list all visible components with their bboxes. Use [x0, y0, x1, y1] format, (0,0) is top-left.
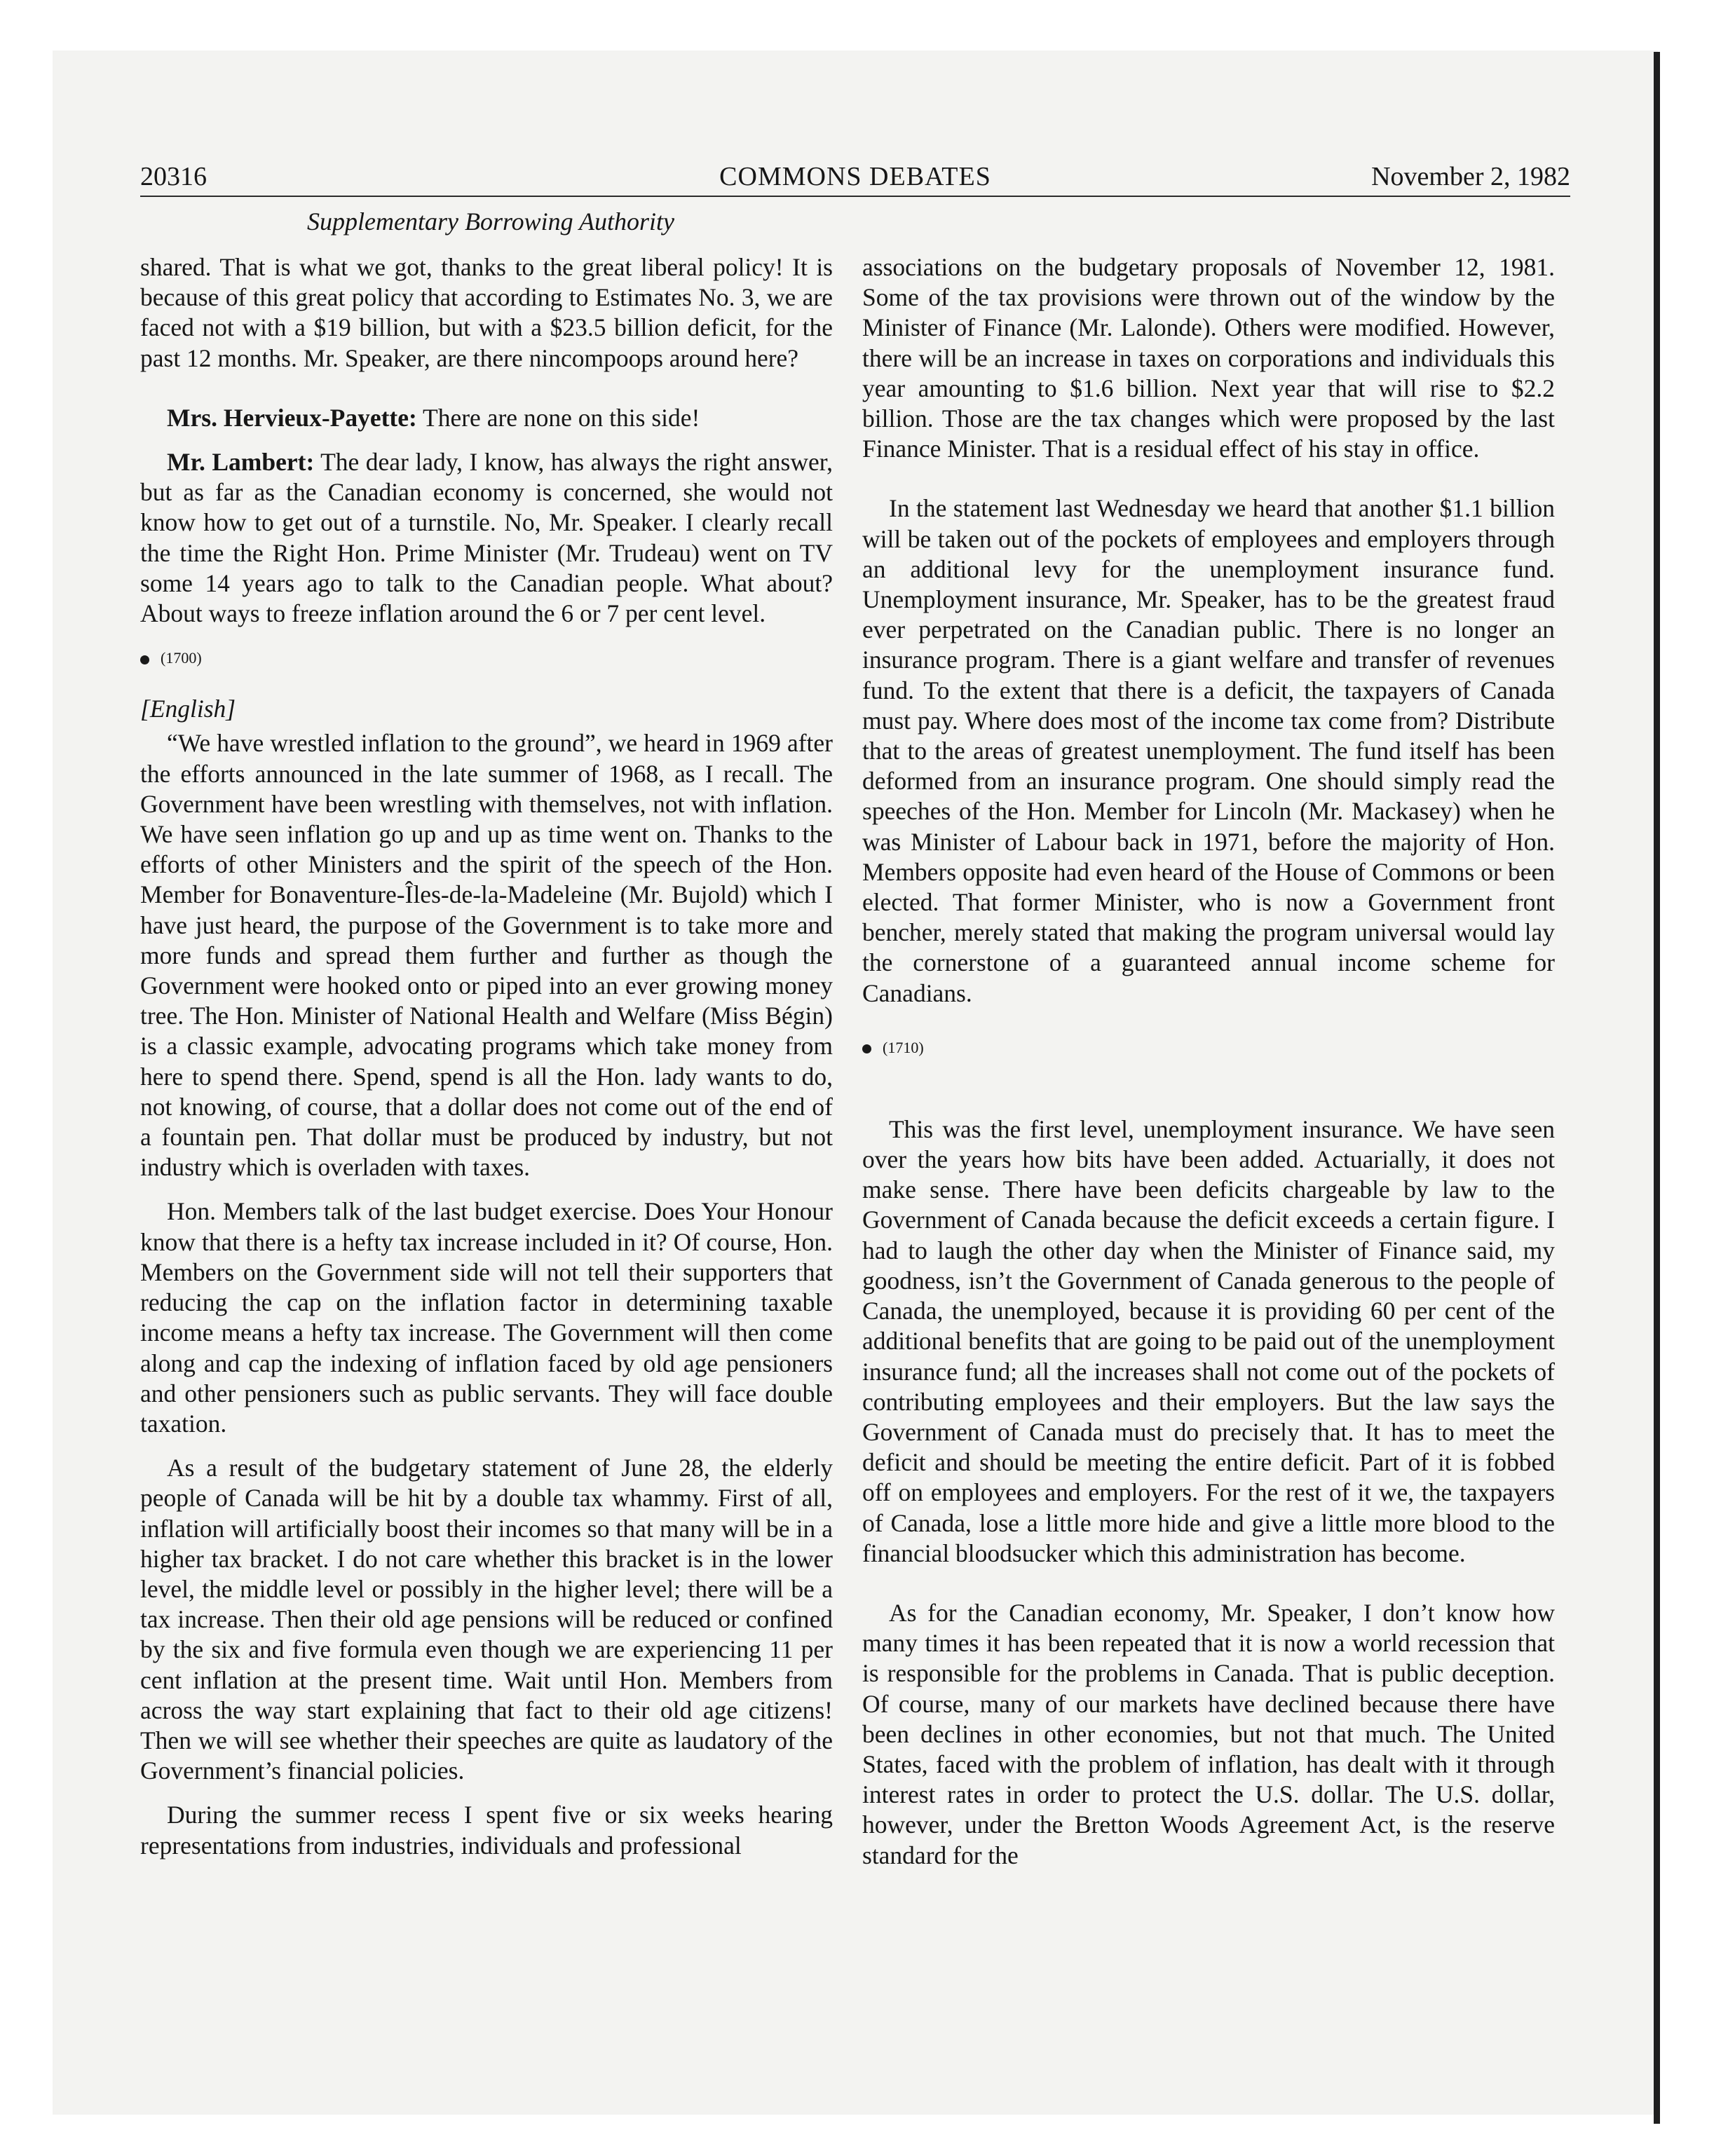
time-marker [140, 643, 833, 673]
header-rule [140, 196, 1570, 197]
speech [140, 403, 833, 433]
bullet-icon [862, 1044, 871, 1053]
paragraph: In the statement last Wednesday we heard that another $1.1 billion will be taken out of the pockets of employees and employers through an additional levy for the unemployment insurance fund. Unemployment insurance, Mr. Speaker, has to be the greatest fraud ever perpetrated on the Canadian public. There is no longer an insurance program. There is a giant welfare and transfer of revenues fund. To the extent that there is a deficit, the taxpayers of Canada must pay. Where does most of the income tax come from? Distribute that to the areas of greatest unemployment. The fund itself has been deformed from an insurance program. One should simply read the speeches of the Hon. Member for Lincoln (Mr. Mackasey) when he was Minister of Labour back in 1971, before the majority of Hon. Members opposite had even heard of the House of Commons or been elected. That former Minister, who is now a Government front bencher, merely stated that making the program universal would lay the cornerstone of a guaranteed annual income scheme for Canadians. [862, 494, 1555, 1007]
paragraph: Hon. Members talk of the last budget exercise. Does Your Honour know that there is a hefty tax increase included in it? Of course, Hon. Members on the Government side will not tell their supporters that reducing the cap on the inflation factor in determining taxable income means a hefty tax increase. The Government will then come along and cap the indexing of inflation faced by old age pensioners and other pensioners such as public servants. They will face double taxation. [140, 1197, 833, 1438]
publication-date: November 2, 1982 [1371, 162, 1570, 191]
publication-title: COMMONS DEBATES [719, 162, 991, 191]
speech [140, 447, 833, 629]
paragraph: associations on the budgetary proposals of November 12, 1981. Some of the tax provisions were thrown out of the window by the Minister of Finance (Mr. Lalonde). Others were modified. However, there will be an increase in taxes on corporations and individuals this year amounting to $1.6 billion. Next year that will rise to $2.2 billion. Those are the tax changes which were proposed by the last Finance Minister. That is a residual effect of his stay in office. [862, 253, 1555, 463]
paragraph: shared. That is what we got, thanks to the great liberal policy! It is because of this great policy that according to Estimates No. 3, we are faced not with a $19 billion, but with a $23.5 billion deficit, for the past 12 months. Mr. Speaker, are there nincompoops around here? [140, 253, 833, 372]
language-marker: [English] [140, 695, 236, 723]
paragraph: This was the first level, unemployment insurance. We have seen over the years how bits have been added. Actuarially, it does not make sense. There have been deficits chargeable by law to the Government of Canada because the deficit exceeds a certain figure. I had to laugh the other day when the Minister of Finance said, my goodness, isn’t the Government of Canada generous to the people of Canada, the unemployed, because it is providing 60 per cent of the additional benefits that are going to be paid out of the unemployment insurance fund; all the increases shall not come out of the pockets of contributing employees and their employers. But the law says the Government of Canada must do precisely that. It has to meet the deficit and should be meeting the entire deficit. Part of it is fobbed off on employees and employers. For the rest of it we, the taxpayers of Canada, lose a little more hide and give a little more blood to the financial bloodsucker which this administration has become. [862, 1114, 1555, 1567]
bullet-icon [140, 655, 149, 664]
paragraph: “We have wrestled inflation to the ground”, we heard in 1969 after the efforts announced in the late summer of 1968, as I recall. The Government have been wrestling with themselves, not with inflation. We have seen inflation go up and up as time went on. Thanks to the efforts of other Ministers and the spirit of the speech of the Hon. Member for Bonaventure-Îles-de-la-Madeleine (Mr. Bujold) which I have just heard, the purpose of the Government is to take more and more funds and spread them further and further as though the Government were hooked onto or piped into an ever growing money tree. The Hon. Minister of National Health and Welfare (Miss Bégin) is a classic example, advocating programs which take money from here to spend there. Spend, spend is all the Hon. lady wants to do, not knowing, of course, that a dollar does not come out of the end of a fountain pen. That dollar must be produced by industry, but not industry which is overladen with taxes. [140, 729, 833, 1182]
page-number: 20316 [140, 162, 207, 191]
speech-text: The dear lady, I know, has always the right answer, but as far as the Canadian economy is concerned, she would not know how to get out of a turnstile. No, Mr. Speaker. I clearly recall the time the Right Hon. Prime Minister (Mr. Trudeau) went on TV some 14 years ago to talk to the Canadian people. What about? About ways to freeze inflation around the 6 or 7 per cent level. [140, 448, 833, 628]
scan-edge-shadow [1654, 52, 1660, 2124]
speech-text: There are none on this side! [416, 403, 700, 432]
running-head: Supplementary Borrowing Authority [307, 207, 674, 236]
time-marker-text: (1700) [161, 649, 202, 667]
left-column [140, 252, 833, 1875]
speaker-name: Mr. Lambert: [167, 448, 315, 477]
page-header [140, 158, 1570, 195]
paragraph: As a result of the budgetary statement of June 28, the elderly people of Canada will be hit by a double tax whammy. First of all, inflation will artificially boost their incomes so that many will be in a higher tax bracket. I do not care whether this bracket is in the lower level, the middle level or possibly in the higher level; there will be a tax increase. Then their old age pensions will be reduced or confined by the six and five formula even though we are experiencing 11 per cent inflation at the present time. Wait until Hon. Members from across the way start explaining that fact to their old age citizens! Then we will see whether their speeches are quite as laudatory of the Government’s financial policies. [140, 1454, 833, 1785]
speaker-name: Mrs. Hervieux-Payette: [167, 403, 417, 432]
paragraph: As for the Canadian economy, Mr. Speaker, I don’t know how many times it has been repeated that it is now a world recession that is responsible for the problems in Canada. That is public deception. Of course, many of our markets have declined because there have been declines in other economies, but not that much. The United States, faced with the problem of inflation, has dealt with it through interest rates in order to protect the U.S. dollar. The U.S. dollar, however, under the Bretton Woods Agreement Act, is the reserve standard for the [862, 1598, 1555, 1869]
time-marker [862, 1032, 1555, 1063]
paragraph: During the summer recess I spent five or six weeks hearing representations from industries, individuals and professional [140, 1801, 833, 1860]
right-column [862, 252, 1555, 1885]
time-marker-text: (1710) [883, 1038, 924, 1056]
